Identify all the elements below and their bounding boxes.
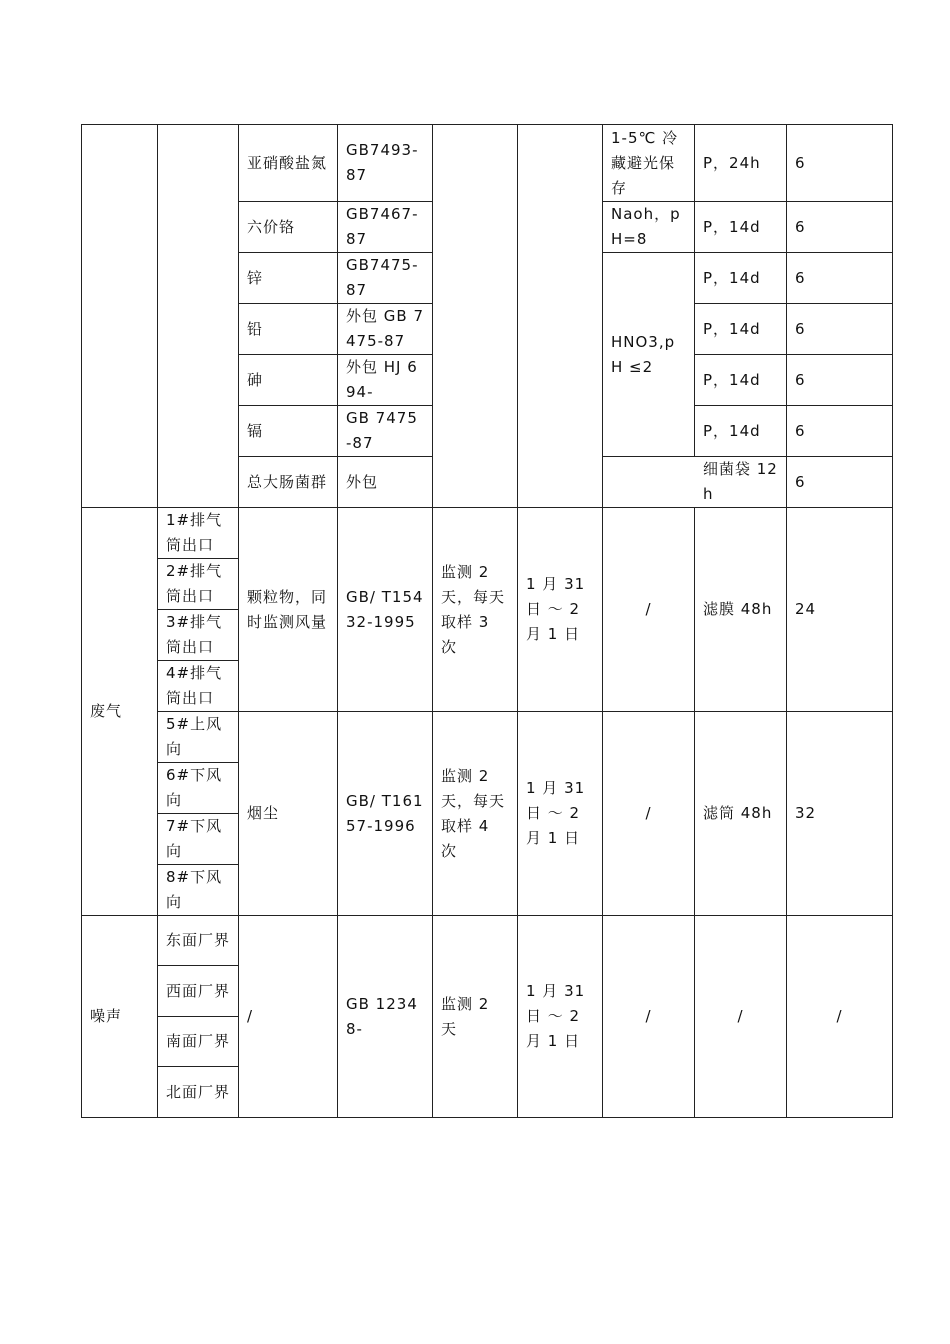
preserve-cell: [603, 457, 787, 508]
standard-cell: GB/ T15432-1995: [338, 508, 433, 712]
item-cell: 总大肠菌群: [239, 457, 338, 508]
period-cell: P，14d: [695, 355, 787, 406]
monitoring-table: [81, 124, 893, 1118]
period-cell: P，14d: [695, 253, 787, 304]
frequency-cell: 监测 2 天: [433, 916, 518, 1118]
item-cell: 镉: [239, 406, 338, 457]
point-cell: 北面厂界: [158, 1067, 239, 1118]
item-cell: 亚硝酸盐氮: [239, 125, 338, 202]
preserve-cell: HNO3,pH ≤2: [603, 253, 695, 457]
point-cell: 7#下风向: [158, 814, 239, 865]
standard-cell: 外包 GB 7475-87: [338, 304, 433, 355]
item-cell: /: [239, 916, 338, 1118]
preserve-cell: /: [603, 712, 695, 916]
table-row: [82, 916, 893, 966]
date-cell: 1 月 31 日 ～ 2 月 1 日: [518, 712, 603, 916]
count-cell: 6: [787, 202, 893, 253]
item-cell: 烟尘: [239, 712, 338, 916]
point-cell: 西面厂界: [158, 966, 239, 1017]
preserve-cell: /: [603, 508, 695, 712]
period-cell: P，14d: [695, 406, 787, 457]
table-row: [82, 125, 893, 202]
point-cell: 南面厂界: [158, 1017, 239, 1067]
count-cell: /: [787, 916, 893, 1118]
item-cell: 锌: [239, 253, 338, 304]
frequency-cell: 监测 2 天，每天取样 3 次: [433, 508, 518, 712]
count-cell: 6: [787, 406, 893, 457]
item-cell: 颗粒物，同时监测风量: [239, 508, 338, 712]
item-cell: 六价铬: [239, 202, 338, 253]
date-cell: 1 月 31 日 ～ 2 月 1 日: [518, 916, 603, 1118]
period-cell: P，14d: [695, 304, 787, 355]
standard-cell: 外包 HJ 694-: [338, 355, 433, 406]
point-cell: 8#下风向: [158, 865, 239, 916]
preserve-cell: 1-5℃ 冷藏避光保存: [603, 125, 695, 202]
period-cell: P，14d: [695, 202, 787, 253]
period-cell: P，24h: [695, 125, 787, 202]
period-cell: /: [695, 916, 787, 1118]
point-cell: 6#下风向: [158, 763, 239, 814]
standard-cell: GB7467-87: [338, 202, 433, 253]
frequency-cell: [433, 125, 518, 508]
date-cell: [518, 125, 603, 508]
standard-cell: GB/ T16157-1996: [338, 712, 433, 916]
point-cell: 2#排气筒出口: [158, 559, 239, 610]
standard-cell: GB 7475-87: [338, 406, 433, 457]
point-cell: 1#排气筒出口: [158, 508, 239, 559]
category-cell: 噪声: [82, 916, 158, 1118]
date-cell: 1 月 31 日 ～ 2 月 1 日: [518, 508, 603, 712]
period-cell: 滤筒 48h: [695, 712, 787, 916]
point-cell: 4#排气筒出口: [158, 661, 239, 712]
point-cell: [158, 125, 239, 508]
category-cell: [82, 125, 158, 508]
item-cell: 铅: [239, 304, 338, 355]
count-cell: 6: [787, 457, 893, 508]
count-cell: 6: [787, 355, 893, 406]
table-row: [82, 508, 893, 559]
count-cell: 6: [787, 253, 893, 304]
point-cell: 东面厂界: [158, 916, 239, 966]
period-cell: 滤膜 48h: [695, 508, 787, 712]
category-cell: 废气: [82, 508, 158, 916]
frequency-cell: 监测 2 天，每天取样 4 次: [433, 712, 518, 916]
standard-cell: GB 12348-: [338, 916, 433, 1118]
point-cell: 5#上风向: [158, 712, 239, 763]
count-cell: 32: [787, 712, 893, 916]
table-row: [82, 712, 893, 763]
standard-cell: 外包: [338, 457, 433, 508]
count-cell: 6: [787, 304, 893, 355]
preserve-cell: /: [603, 916, 695, 1118]
item-cell: 砷: [239, 355, 338, 406]
count-cell: 6: [787, 125, 893, 202]
standard-cell: GB7493-87: [338, 125, 433, 202]
preserve-cell: Naoh，pH=8: [603, 202, 695, 253]
preserve-text: 细菌袋 12h: [703, 460, 778, 503]
point-cell: 3#排气筒出口: [158, 610, 239, 661]
count-cell: 24: [787, 508, 893, 712]
standard-cell: GB7475-87: [338, 253, 433, 304]
